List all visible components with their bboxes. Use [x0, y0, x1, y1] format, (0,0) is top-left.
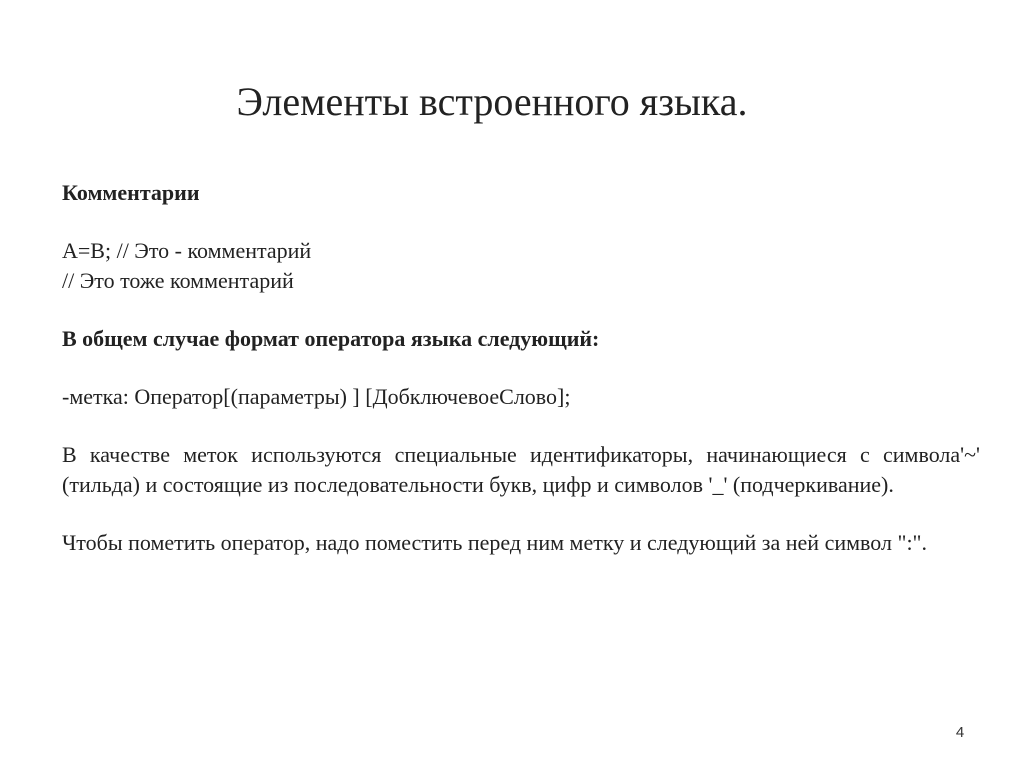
spacer — [62, 500, 980, 528]
slide-title: Элементы встроенного языка. — [236, 79, 748, 124]
spacer — [62, 354, 980, 382]
format-heading: В общем случае формат оператора языка следующий: — [62, 326, 600, 351]
labels-paragraph: В качестве меток используются специальные идентификаторы, начинающиеся с символа'~' (тильда) и состоящие из последовательности букв, цифр и символов '_' (подчеркивание). — [62, 442, 980, 497]
code-line-1: A=B; // Это - комментарий — [62, 238, 312, 263]
code-line-2: // Это тоже комментарий — [62, 268, 294, 293]
spacer — [62, 208, 980, 236]
comments-heading: Комментарии — [62, 180, 200, 205]
slide-content — [62, 178, 980, 558]
format-line: -метка: Оператор[(параметры) ] [ДобключевоеСлово]; — [62, 384, 571, 409]
spacer — [62, 412, 980, 440]
mark-paragraph: Чтобы пометить оператор, надо поместить перед ним метку и следующий за ней символ ":". — [62, 530, 928, 555]
spacer — [62, 296, 980, 324]
page-number: 4 — [955, 724, 965, 741]
